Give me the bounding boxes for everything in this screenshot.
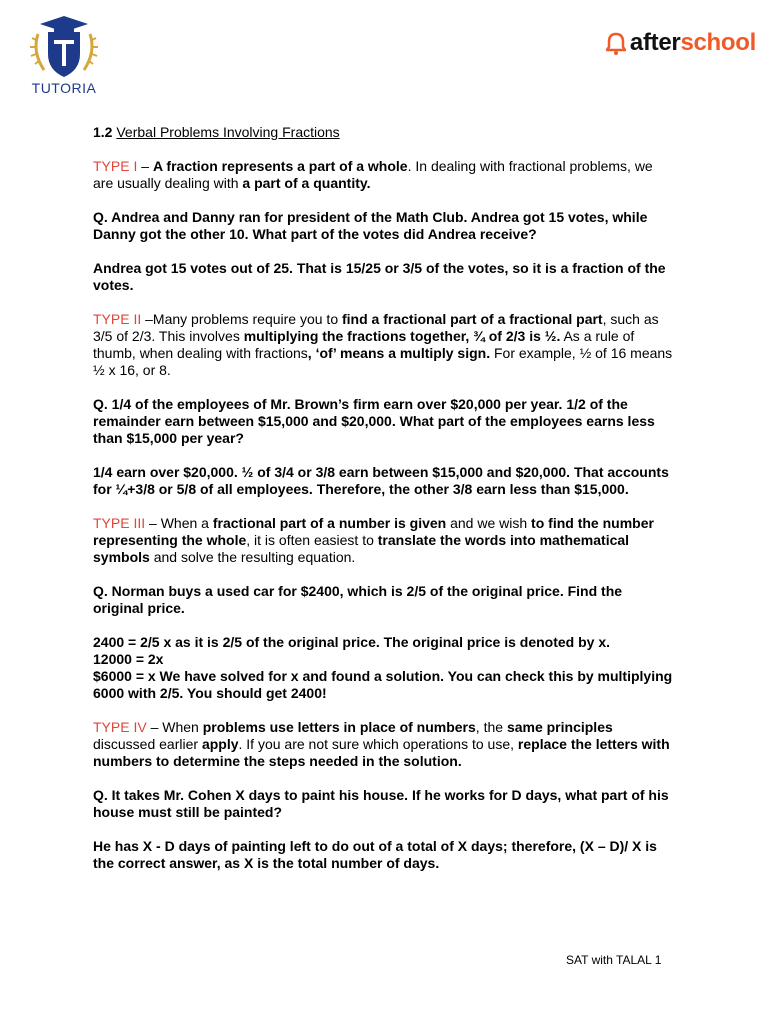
type3-text2: and we wish [446, 515, 532, 531]
type2-answer [93, 464, 673, 498]
type2-bold3: , ‘of’ means a multiply sign. [307, 345, 491, 361]
type2-paragraph [93, 311, 673, 379]
type1-answer-text: Andrea got 15 votes out of 25. That is 15/25 or 3/5 of the votes, so it is a fraction of the votes. [93, 260, 666, 293]
type4-answer-text: He has X - D days of painting left to do out of a total of X days; therefore, (X – D)/ X is the correct answer, as X is the total number of days. [93, 838, 657, 871]
type1-answer [93, 260, 673, 294]
type3-text4: and solve the resulting equation. [149, 549, 356, 565]
type3-answer [93, 634, 673, 702]
type4-bold1: problems use letters in place of numbers [202, 719, 476, 735]
type4-paragraph [93, 719, 673, 770]
type1-question-text: Q. Andrea and Danny ran for president of the Math Club. Andrea got 15 votes, while Danny got the other 10. What part of the votes did Andrea receive? [93, 209, 648, 242]
type4-question [93, 787, 673, 821]
type3-question [93, 583, 673, 617]
tutoria-logo-text: TUTORIA [31, 80, 97, 96]
type2-text2: , such as 3/5 of 2/3. This involves [93, 311, 659, 344]
type1-label: TYPE I [93, 158, 138, 174]
type2-label: TYPE II [93, 311, 142, 327]
bell-icon [606, 31, 626, 55]
type1-sep: – [137, 158, 153, 174]
type2-question [93, 396, 673, 447]
type3-bold3: translate the words into mathematical symbols [93, 532, 630, 565]
type4-answer [93, 838, 673, 872]
section-title [93, 124, 673, 141]
type3-text3: , it is often easiest to [246, 532, 378, 548]
type4-text2: , the [475, 719, 507, 735]
type2-question-text: Q. 1/4 of the employees of Mr. Brown’s firm earn over $20,000 per year. 1/2 of the remainder earn between $15,000 and $20,000. What part of the employees earns less than $15,000 per year? [93, 396, 655, 446]
type3-label: TYPE III [93, 515, 146, 531]
afterschool-logo-school: school [680, 29, 756, 56]
section-heading: Verbal Problems Involving Fractions [116, 124, 340, 140]
type2-text4: For example, ½ of 16 means ½ x 16, or 8. [93, 345, 673, 378]
page-footer: SAT with TALAL 1 [566, 953, 662, 967]
type4-text1: – When [146, 719, 203, 735]
type4-text4: . If you are not sure which operations to use, [238, 736, 518, 752]
type1-text1: . In dealing with fractional problems, we are usually dealing with [93, 158, 653, 191]
type2-text1: –Many problems require you to [141, 311, 342, 327]
type3-answer-line2: 12000 = 2x [93, 651, 164, 667]
tutoria-shield-icon [28, 14, 100, 80]
type4-label: TYPE IV [93, 719, 147, 735]
afterschool-logo [606, 28, 756, 58]
type3-answer-line1: 2400 = 2/5 x as it is 2/5 of the original price. The original price is denoted by x. [93, 634, 611, 650]
type3-answer-line3: $6000 = x We have solved for x and found a solution. You can check this by multiplying 6000 with 2/5. You should get 2400! [93, 668, 673, 701]
type4-question-text: Q. It takes Mr. Cohen X days to paint his house. If he works for D days, what part of his house must still be painted? [93, 787, 669, 820]
type2-bold2: multiplying the fractions together, ¾ of 2/3 is ½. [243, 328, 561, 344]
type4-bold4: replace the letters with numbers to determine the steps needed in the solution. [93, 736, 670, 769]
type4-bold3: apply [201, 736, 239, 752]
type2-text3: As a rule of thumb, when dealing with fractions [93, 328, 635, 361]
type1-bold2: a part of a quantity. [242, 175, 371, 191]
tutoria-logo [28, 14, 100, 100]
type4-bold2: same principles [506, 719, 613, 735]
type2-answer-text: 1/4 earn over $20,000. ½ of 3/4 or 3/8 earn between $15,000 and $20,000. That accounts for ¼+3/8 or 5/8 of all employees. Therefore, the other 3/8 earn less than $15,000. [93, 464, 669, 497]
type2-bold1: find a fractional part of a fractional part [342, 311, 603, 327]
type1-bold1: A fraction represents a part of a whole [152, 158, 408, 174]
type3-question-text: Q. Norman buys a used car for $2400, which is 2/5 of the original price. Find the original price. [93, 583, 623, 616]
document-body [93, 124, 673, 889]
section-number: 1.2 [93, 124, 113, 140]
afterschool-logo-after: after [629, 29, 681, 56]
type3-bold2: to find the number representing the whole [93, 515, 654, 548]
type1-question [93, 209, 673, 243]
type3-bold1: fractional part of a number is given [212, 515, 447, 531]
type4-text3: discussed earlier [93, 736, 202, 752]
type3-text1: – When a [145, 515, 213, 531]
type3-paragraph [93, 515, 673, 566]
type1-paragraph [93, 158, 673, 192]
